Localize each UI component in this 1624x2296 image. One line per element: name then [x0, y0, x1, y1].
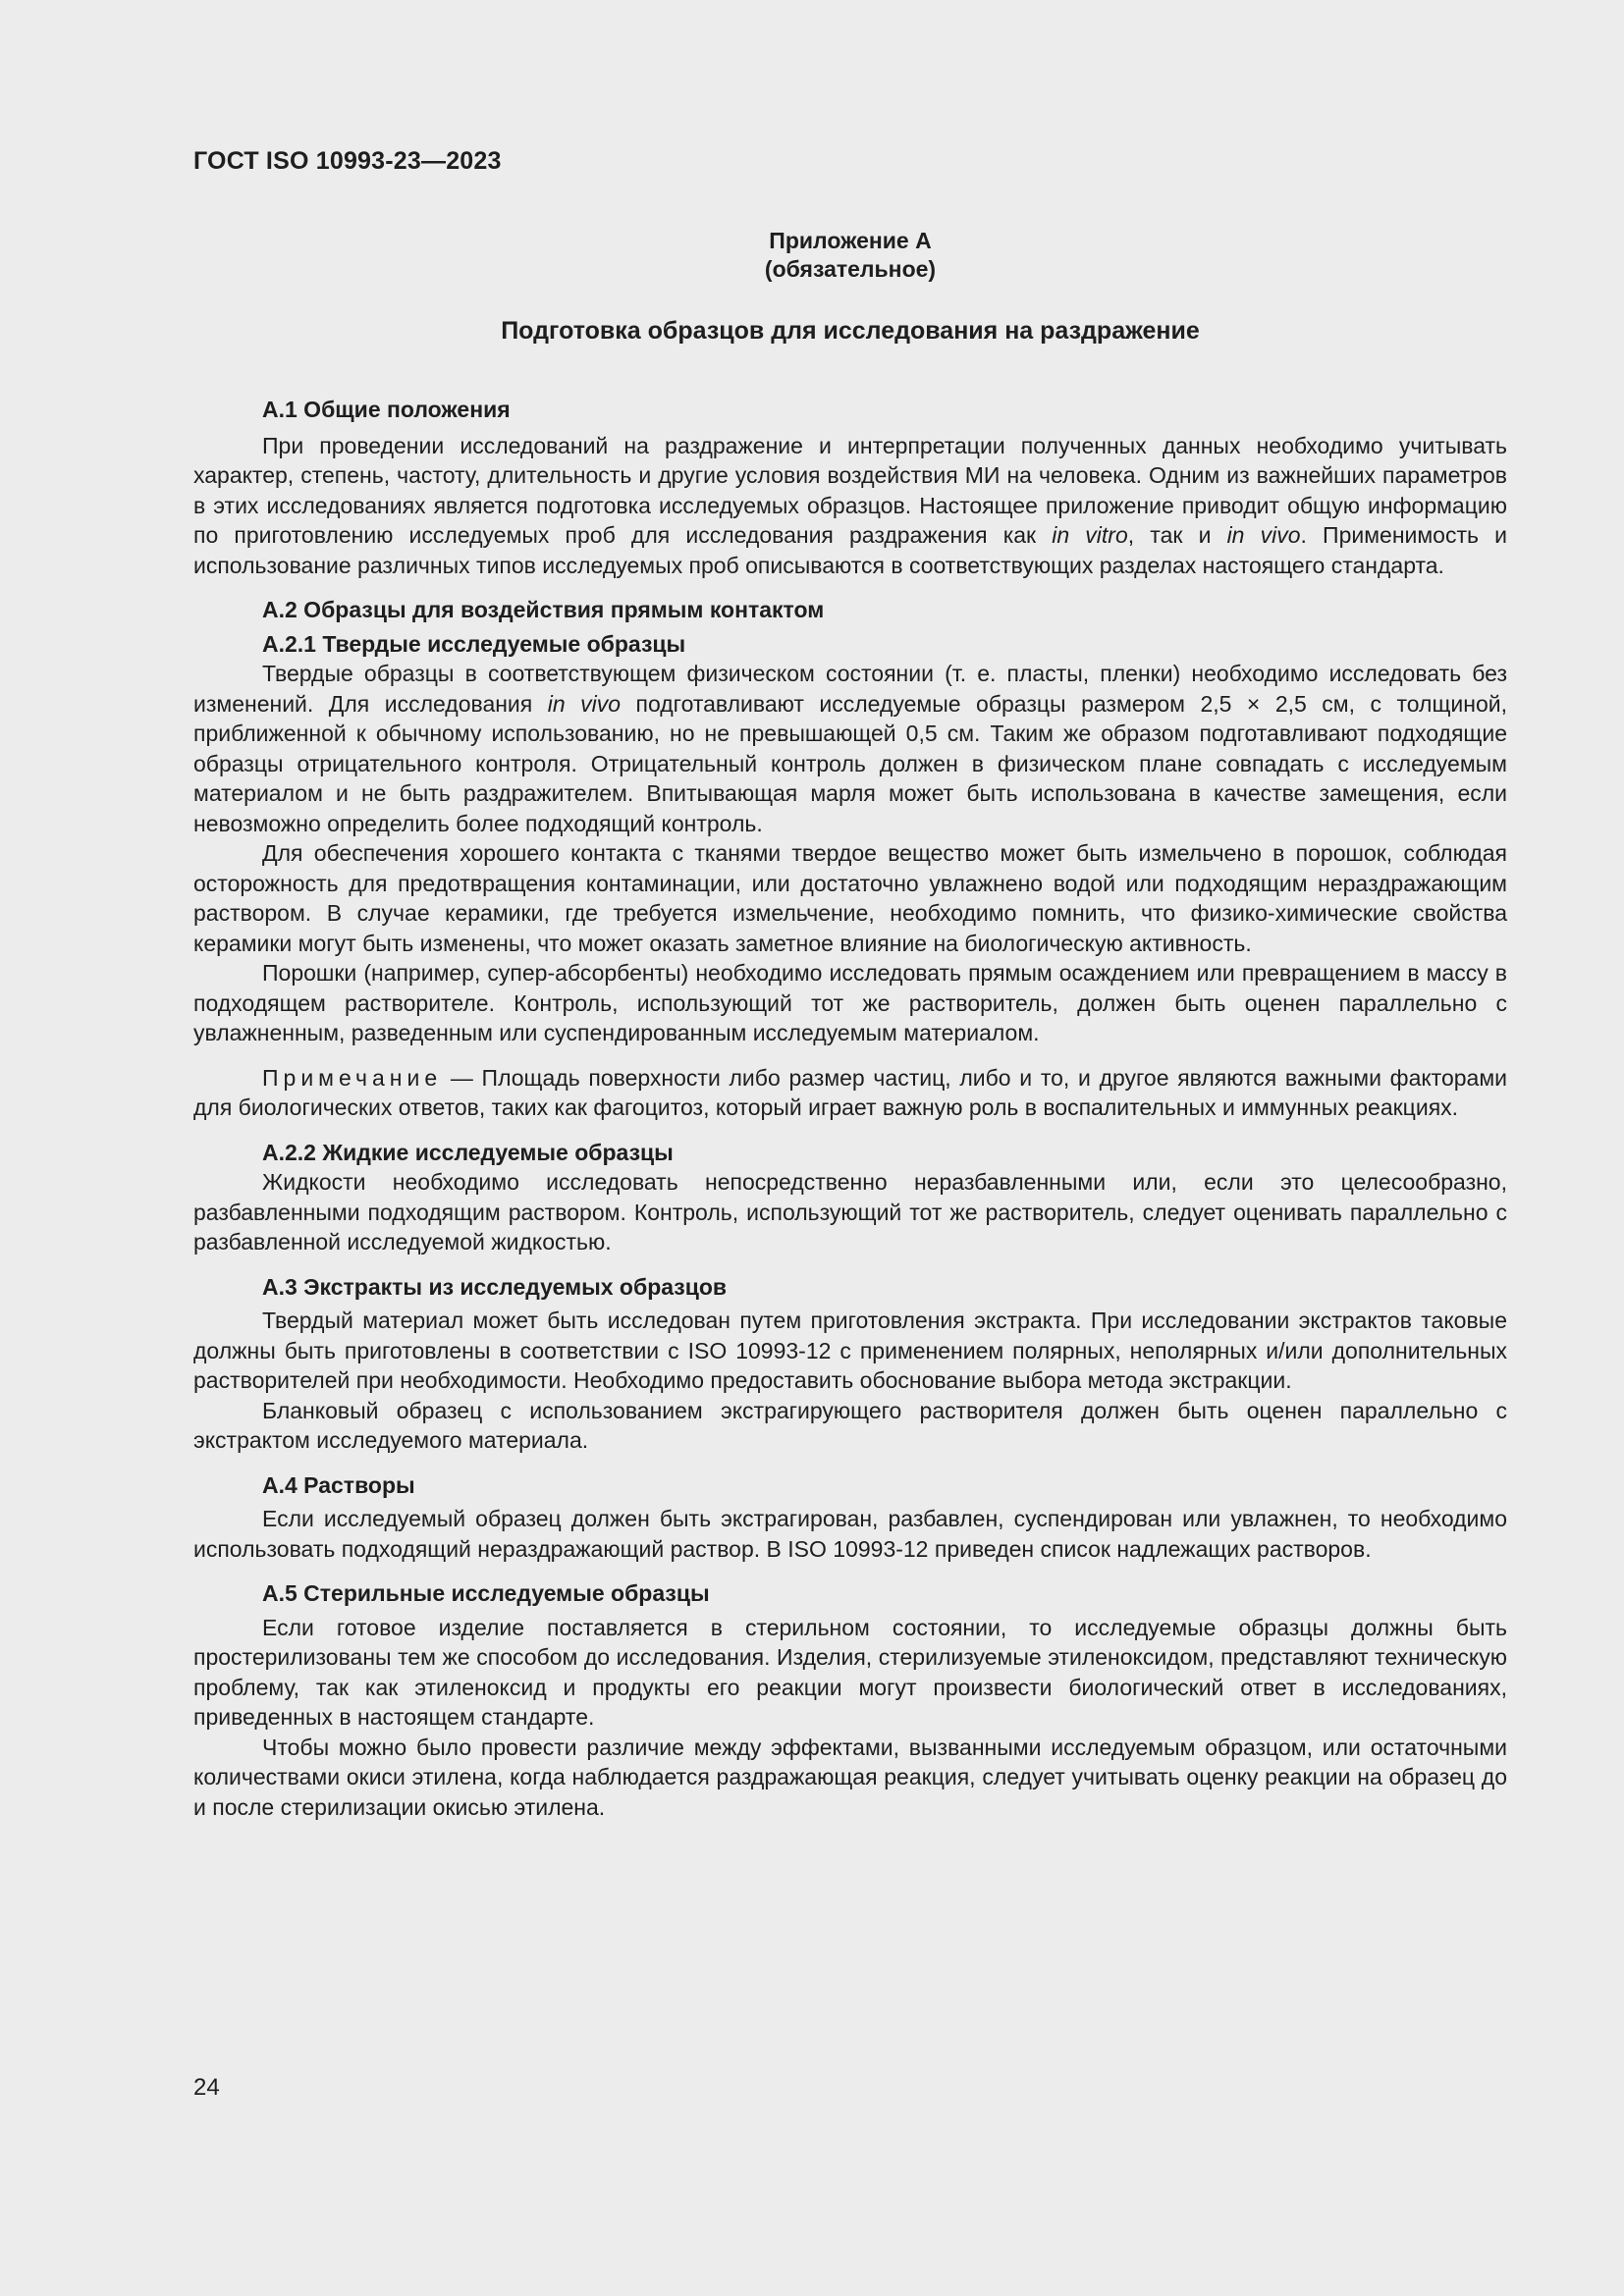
annex-label: Приложение А — [769, 228, 932, 253]
section-heading-a22: А.2.2 Жидкие исследуемые образцы — [262, 1139, 674, 1165]
note: Примечание — Площадь поверхности либо размер частиц, либо и то, и другое являются важными факторами для биологических ответов, таких как фагоцитоз, который играет важную роль в воспалительных и иммунных реакциях. — [193, 1064, 1507, 1120]
paragraph-a21-1: Твердые образцы в соответствующем физическом состоянии (т. е. пласты, пленки) необходимо исследовать без изменений. Для исследования in vivo подготавливают исследуемые образцы размером 2,5 × 2,5 см, с толщиной, приближенной к обычному использованию, но не превышающей 0,5 см. Таким же образом подготавливают подходящие образцы отрицательного контроля. Отрицательный контроль должен в физическом плане совпадать с исследуемым материалом и не быть раздражителем. Впитывающая марля может быть использована в качестве замещения, если невозможно определить более подходящий контроль. — [193, 661, 1507, 836]
section-heading-a21: А.2.1 Твердые исследуемые образцы — [262, 630, 686, 657]
section-heading-a1: А.1 Общие положения — [262, 397, 511, 422]
paragraph-a22: Жидкости необходимо исследовать непосредственно неразбавленными или, если это целесообразно, разбавленными подходящим раствором. Контроль, использующий тот же растворитель, следует оценивать параллельно с разбавленной исследуемой жидкостью. — [193, 1169, 1507, 1255]
page-number: 24 — [193, 2074, 220, 2101]
annex-status: (обязательное) — [764, 256, 937, 282]
note-label: Примечание — [262, 1064, 443, 1091]
section-heading-a2: А.2 Образцы для воздействия прямым контактом — [262, 597, 825, 622]
paragraph-a5-1: Если готовое изделие поставляется в стерильном состоянии, то исследуемые образцы должны быть простерилизованы тем же способом до исследования. Изделия, стерилизуемые этиленоксидом, представляют техническую проблему, так как этиленоксид и продукты его реакции могут произвести биологический ответ в исследованиях, приведенных в настоящем стандарте. — [193, 1614, 1507, 1730]
paragraph-a4: Если исследуемый образец должен быть экстрагирован, разбавлен, суспендирован или увлажнен, то необходимо использовать подходящий нераздражающий раствор. В ISO 10993-12 приведен список надлежащих растворов. — [193, 1506, 1507, 1562]
document-code: ГОСТ ISO 10993-23—2023 — [193, 147, 502, 175]
section-heading-a4: А.4 Растворы — [262, 1471, 415, 1498]
paragraph-a5-2: Чтобы можно было провести различие между эффектами, вызванными исследуемым образцом, или остаточными количествами окиси этилена, когда наблюдается раздражающая реакция, следует учитывать оценку реакции на образец до и после стерилизации окисью этилена. — [193, 1734, 1507, 1820]
paragraph-a3-2: Бланковый образец с использованием экстрагирующего растворителя должен быть оценен параллельно с экстрактом исследуемого материала. — [193, 1397, 1507, 1453]
annex-header — [193, 227, 1507, 284]
section-heading-a5: А.5 Стерильные исследуемые образцы — [262, 1580, 710, 1606]
paragraph-a3-1: Твердый материал может быть исследован путем приготовления экстракта. При исследовании экстрактов таковые должны быть приготовлены в соответствии с ISO 10993-12 с применением полярных, неполярных и/или дополнительных растворителей при необходимости. Необходимо предоставить обоснование выбора метода экстракции. — [193, 1308, 1507, 1393]
paragraph-a1: При проведении исследований на раздражение и интерпретации полученных данных необходимо учитывать характер, степень, частоту, длительность и другие условия воздействия МИ на человека. Одним из важнейших параметров в этих исследованиях является подготовка исследуемых образцов. Настоящее приложение приводит общую информацию по приготовлению исследуемых проб для исследования раздражения как in vitro, так и in vivo. Применимость и использование различных типов исследуемых проб описываются в соответствующих разделах настоящего стандарта. — [193, 432, 1507, 578]
paragraph-a21-3: Порошки (например, супер-абсорбенты) необходимо исследовать прямым осаждением или превращением в массу в подходящем растворителе. Контроль, использующий тот же растворитель, должен быть оценен параллельно с увлажненным, разведенным или суспендированным исследуемым материалом. — [193, 960, 1507, 1045]
paragraph-a21-2: Для обеспечения хорошего контакта с тканями твердое вещество может быть измельчено в порошок, соблюдая осторожность для предотвращения контаминации, или достаточно увлажнено водой или подходящим нераздражающим раствором. В случае керамики, где требуется измельчение, необходимо помнить, что физико-химические свойства керамики могут быть изменены, что может оказать заметное влияние на биологическую активность. — [193, 840, 1507, 956]
annex-title: Подготовка образцов для исследования на раздражение — [501, 317, 1200, 345]
section-heading-a3: А.3 Экстракты из исследуемых образцов — [262, 1273, 728, 1300]
document-body — [193, 395, 1507, 1822]
